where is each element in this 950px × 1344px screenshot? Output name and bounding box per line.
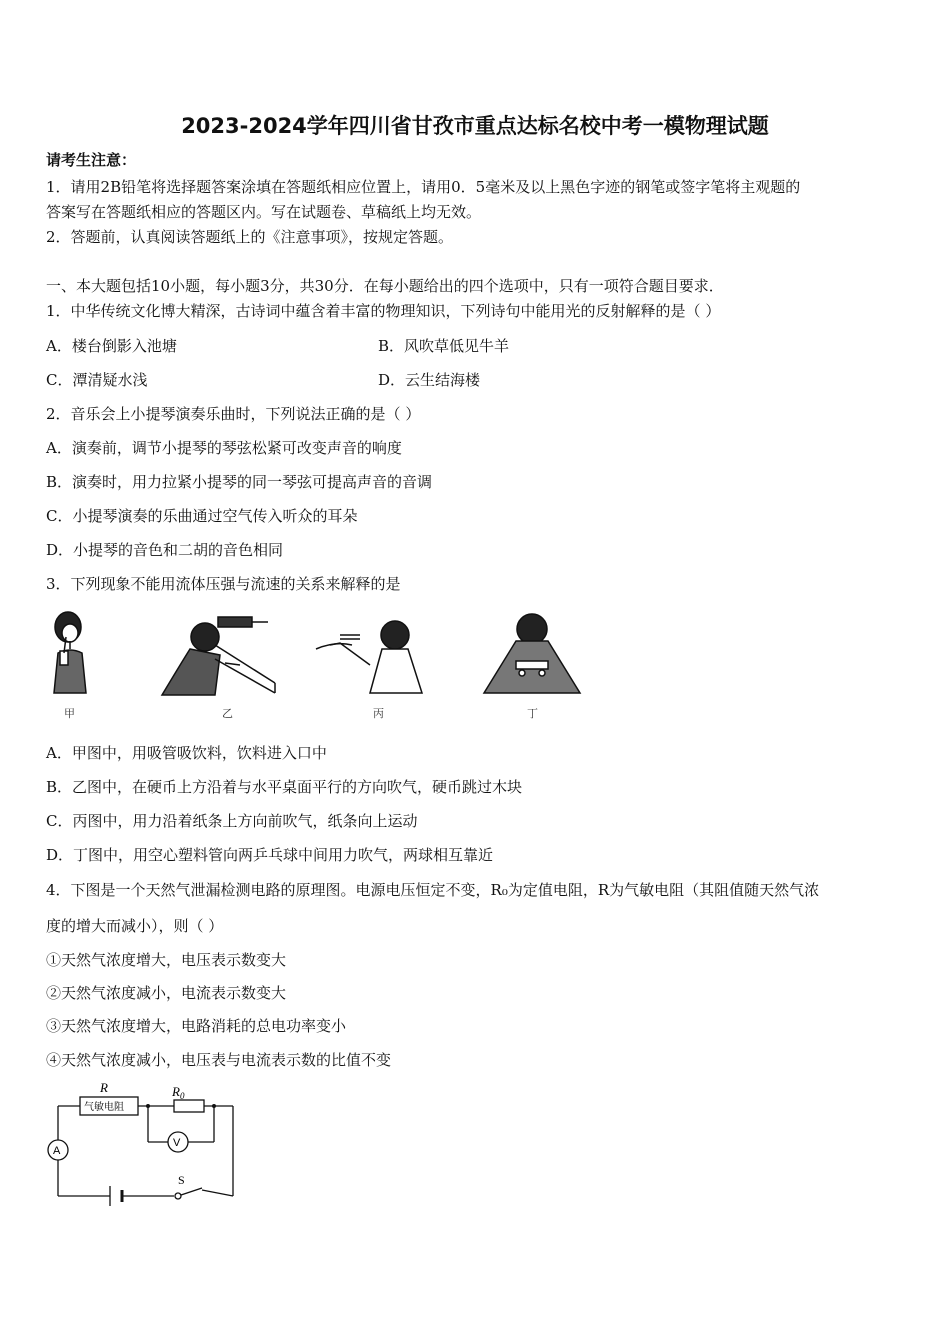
- q3-option-c: C．丙图中，用力沿着纸条上方向前吹气，纸条向上运动: [46, 812, 418, 830]
- q3-stem: 3．下列现象不能用流体压强与流速的关系来解释的是: [46, 575, 401, 593]
- ammeter-label: A: [53, 1145, 61, 1157]
- q2-stem: 2．音乐会上小提琴演奏乐曲时，下列说法正确的是（ ）: [46, 405, 421, 423]
- page-title: 2023-2024学年四川省甘孜市重点达标名校中考一模物理试题: [181, 114, 769, 138]
- q4-statement-1: ①天然气浓度增大，电压表示数变大: [46, 951, 287, 969]
- figure-ding-drawing: [484, 614, 580, 693]
- voltmeter-label: V: [173, 1137, 181, 1149]
- circuit-diagram: [40, 1078, 260, 1218]
- q2-option-b: B．演奏时，用力拉紧小提琴的同一琴弦可提高声音的音调: [46, 473, 433, 491]
- q3-option-d: D．丁图中，用空心塑料管向两乒乓球中间用力吹气，两球相互靠近: [46, 846, 494, 864]
- r-label: R: [100, 1080, 108, 1095]
- q4-stem-line-1: 4．下图是一个天然气泄漏检测电路的原理图。电源电压恒定不变，R₀为定值电阻，R为气敏电阻（其阻值随天然气浓: [46, 881, 820, 899]
- q4-statement-4: ④天然气浓度减小，电压表与电流表示数的比值不变: [46, 1051, 392, 1069]
- notice-heading: 请考生注意：: [46, 151, 137, 169]
- figure-bing-drawing: [316, 621, 422, 693]
- q1-option-b: B．风吹草低见牛羊: [378, 337, 510, 355]
- q2-option-a: A．演奏前，调节小提琴的琴弦松紧可改变声音的响度: [46, 439, 402, 457]
- q2-option-d: D．小提琴的音色和二胡的音色相同: [46, 541, 284, 559]
- q1-stem: 1．中华传统文化博大精深，古诗词中蕴含着丰富的物理知识，下列诗句中能用光的反射解释的是（ ）: [46, 302, 721, 320]
- figure-label-ding: 丁: [527, 707, 538, 720]
- r0-resistor: [174, 1100, 204, 1112]
- q3-option-a: A．甲图中，用吸管吸饮料，饮料进入口中: [46, 744, 327, 762]
- r-box-label: 气敏电阻: [84, 1102, 124, 1113]
- q4-stem-line-2: 度的增大而减小），则（ ）: [46, 917, 224, 935]
- switch-label: S: [178, 1173, 185, 1187]
- notice-line-1a: 1．请用2B铅笔将选择题答案涂填在答题纸相应位置上，请用0．5毫米及以上黑色字迹的钢笔或签字笔将主观题的: [46, 178, 801, 196]
- q3-option-b: B．乙图中，在硬币上方沿着与水平桌面平行的方向吹气，硬币跳过木块: [46, 778, 523, 796]
- q2-option-c: C．小提琴演奏的乐曲通过空气传入听众的耳朵: [46, 507, 358, 525]
- notice-line-2: 2．答题前，认真阅读答题纸上的《注意事项》，按规定答题。: [46, 228, 454, 246]
- q1-option-a: A．楼台倒影入池塘: [46, 337, 177, 355]
- figure-label-bing: 丙: [373, 707, 384, 720]
- q1-option-c: C．潭清疑水浅: [46, 371, 148, 389]
- q4-statement-3: ③天然气浓度增大，电路消耗的总电功率变小: [46, 1017, 347, 1035]
- figure-jia-drawing: [54, 612, 86, 693]
- figure-label-yi: 乙: [222, 707, 233, 720]
- notice-line-1b: 答案写在答题纸相应的答题区内。写在试题卷、草稿纸上均无效。: [46, 203, 482, 221]
- figure-yi-drawing: [162, 617, 275, 695]
- r0-label: $R_0$: [172, 1084, 185, 1101]
- section-1-heading: 一、本大题包括10小题，每小题3分，共30分．在每小题给出的四个选项中，只有一项符合题目要求．: [46, 277, 724, 295]
- q4-statement-2: ②天然气浓度减小，电流表示数变大: [46, 984, 287, 1002]
- q3-figures: [40, 605, 600, 725]
- q1-option-d: D．云生结海楼: [378, 371, 481, 389]
- figure-label-jia: 甲: [64, 707, 75, 720]
